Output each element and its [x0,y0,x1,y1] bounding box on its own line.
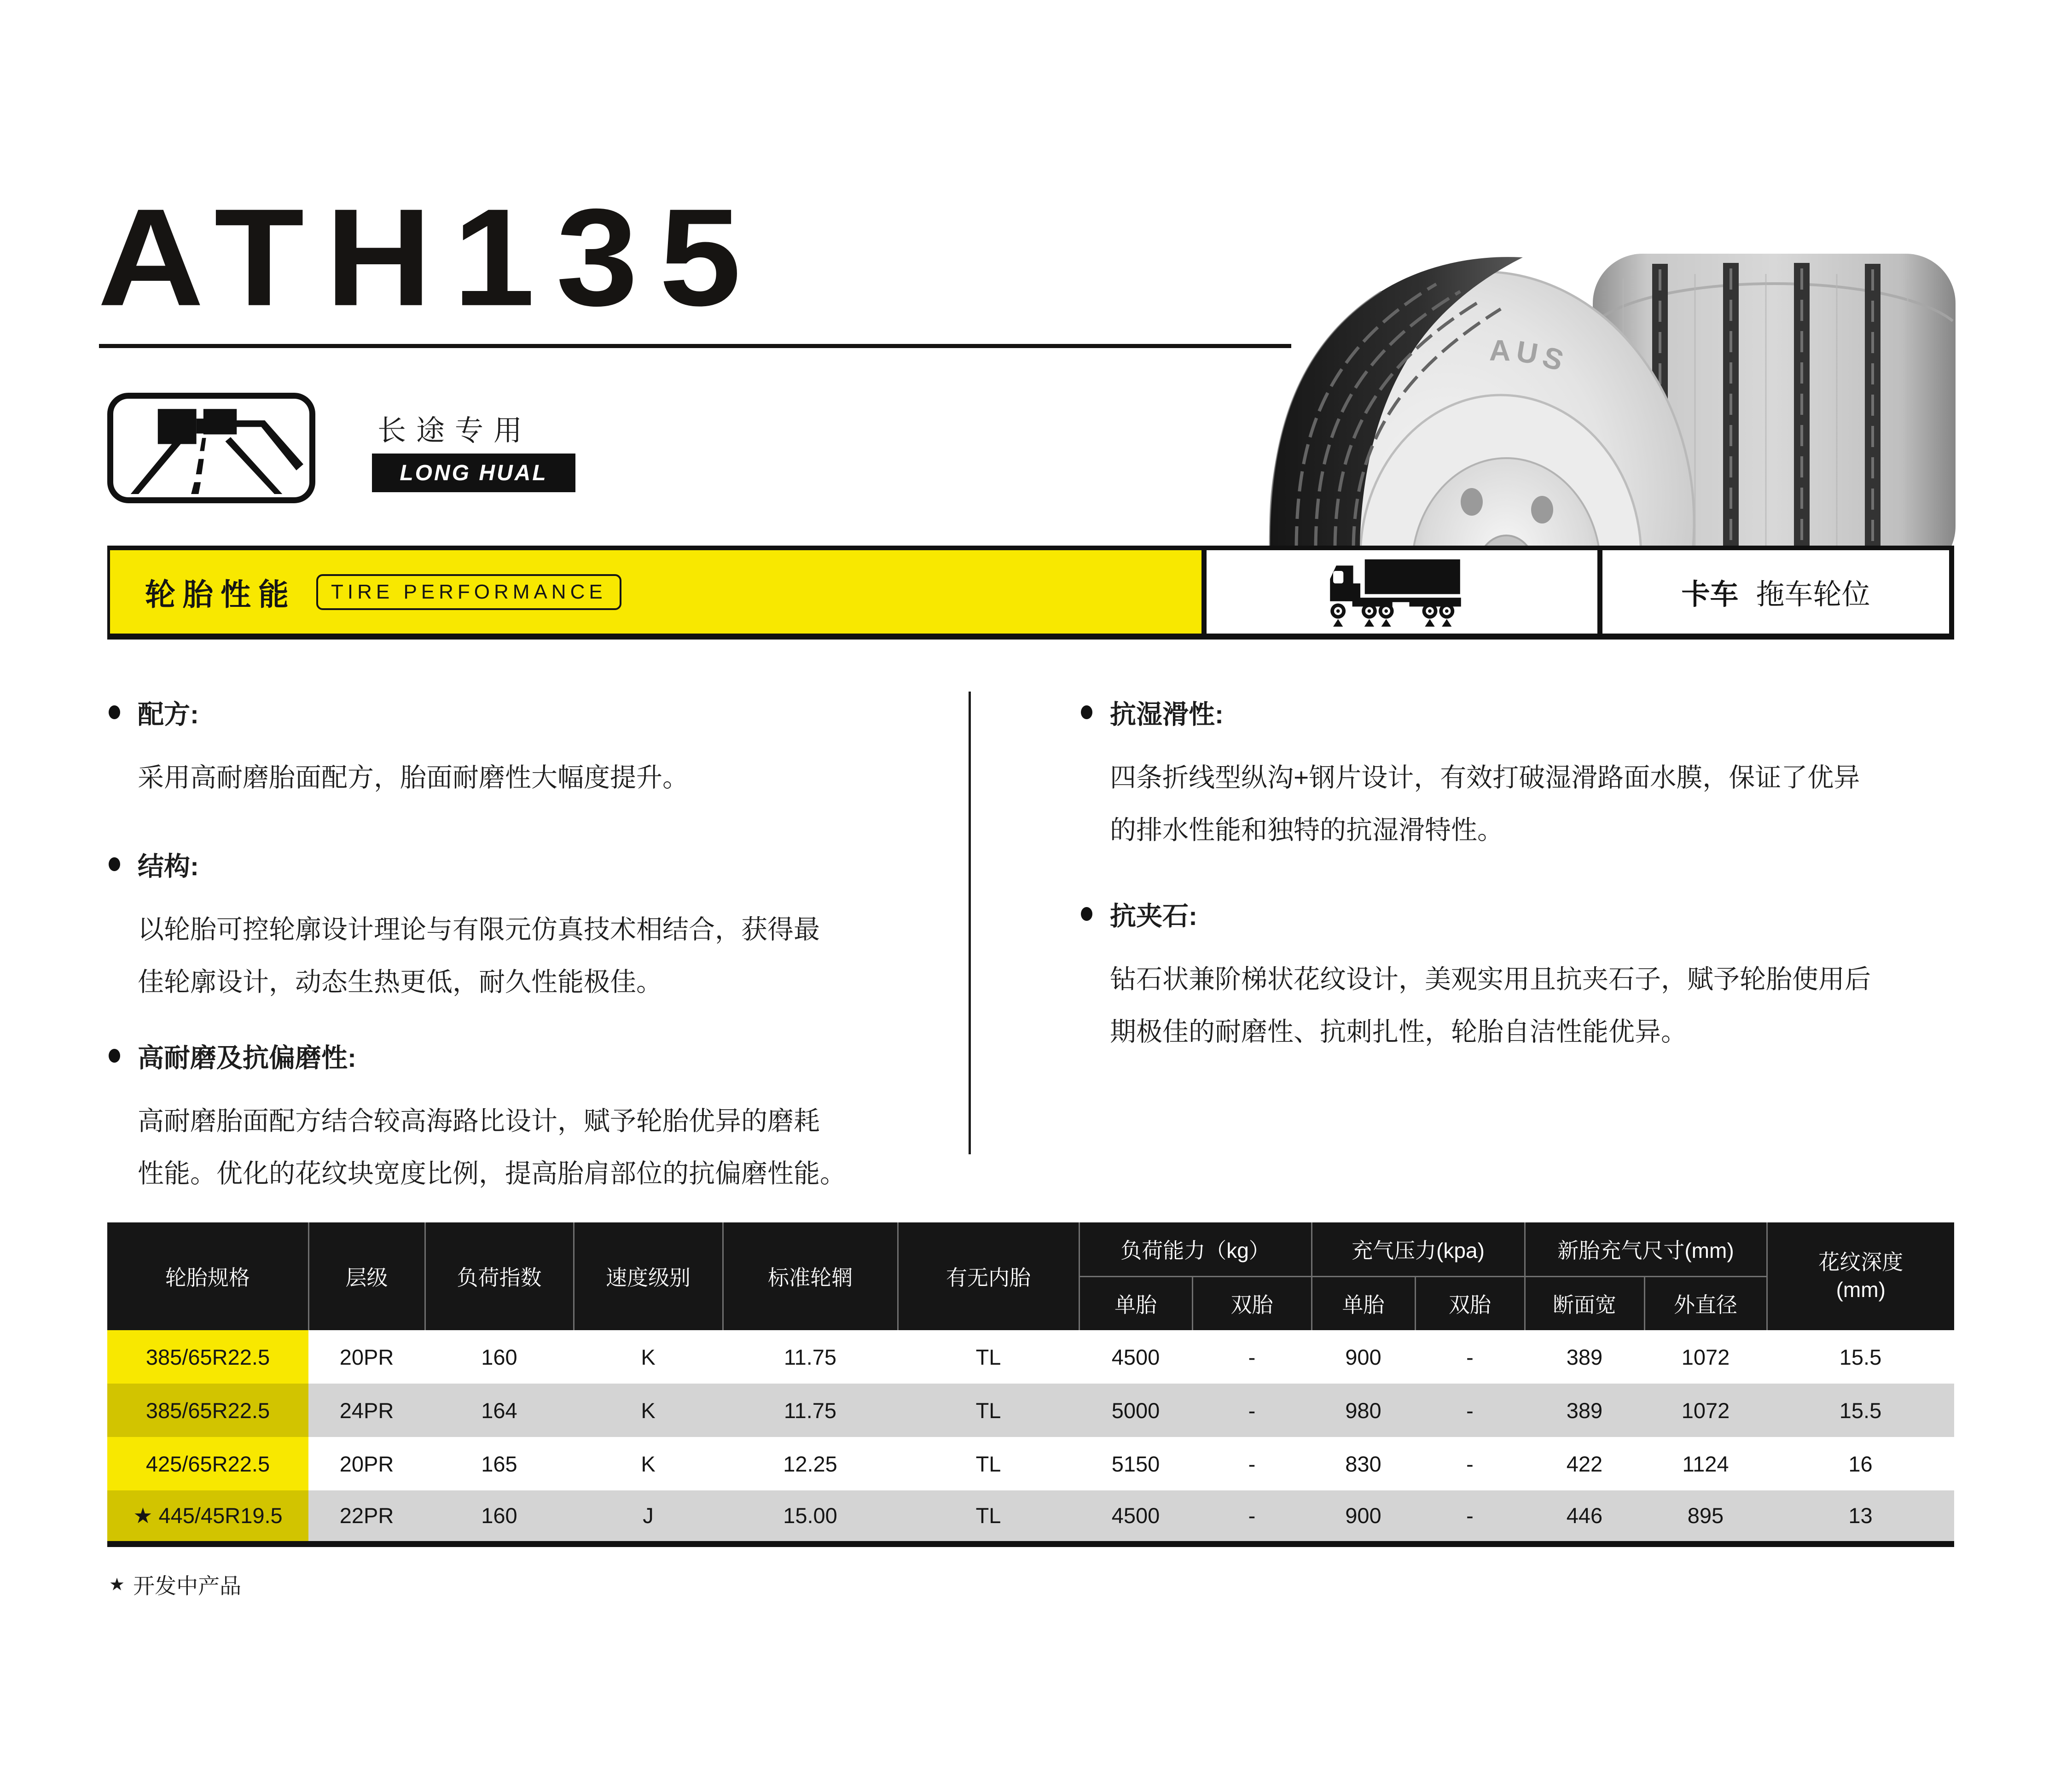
cell-tube: TL [898,1384,1079,1437]
cell-section-width: 389 [1525,1330,1644,1384]
truck-trailer-icon [1326,558,1478,627]
cell-pressure-dual: - [1415,1384,1525,1437]
cell-load-index: 160 [425,1330,574,1384]
cell-load-dual: - [1192,1384,1312,1437]
wheel-position-arrows [1333,619,1451,626]
subheader-dual: 双胎 [1192,1276,1312,1330]
cell-section-width: 389 [1525,1384,1644,1437]
cell-outer-diameter: 895 [1644,1490,1767,1544]
feature-title: 抗夹石: [1110,902,1197,931]
cell-size: 385/65R22.5 [107,1330,308,1384]
cell-tread-depth: 13 [1767,1490,1954,1544]
cell-speed: J [574,1490,723,1544]
feature-line: 以轮胎可控轮廓设计理论与有限元仿真技术相结合，获得最 [138,915,820,944]
cell-outer-diameter: 1072 [1644,1384,1767,1437]
header-new-tire-dimensions: 新胎充气尺寸(mm) [1525,1222,1767,1276]
cell-pressure-dual: - [1415,1330,1525,1384]
cell-pressure-dual: - [1415,1490,1525,1544]
bullet-icon [1081,705,1092,719]
feature-line: 性能。优化的花纹块宽度比例，提高胎肩部位的抗偏磨性能。 [138,1159,846,1188]
cell-tube: TL [898,1437,1079,1490]
product-title: ATH135 [98,180,762,335]
feature-column-divider [969,692,971,1154]
feature-structure [109,845,951,1008]
cell-load-single: 4500 [1079,1330,1192,1384]
usage-label-en: LONG HUAL [372,454,575,492]
cell-rim: 11.75 [723,1330,898,1384]
cell-section-width: 446 [1525,1490,1644,1544]
banner-truck-cell [1201,550,1597,634]
feature-line: 的排水性能和独特的抗湿滑特性。 [1110,815,1503,845]
cell-pressure-single: 980 [1312,1384,1415,1437]
cell-ply: 20PR [308,1330,425,1384]
table-row [107,1330,1954,1384]
feature-wear-resistance [109,1037,965,1200]
header-tread-depth-line1: 花纹深度 [1818,1250,1904,1274]
performance-banner [107,546,1954,640]
feature-title: 高耐磨及抗偏磨性: [138,1043,356,1073]
feature-title: 结构: [138,852,199,881]
header-load-capacity: 负荷能力（kg） [1079,1222,1312,1276]
bullet-icon [109,705,120,719]
vehicle-type-label: 卡车 [1681,579,1739,611]
banner-position-cell [1597,550,1954,634]
cell-size: 385/65R22.5 [107,1384,308,1437]
header-tread-depth [1767,1222,1954,1330]
development-footnote [109,1569,241,1600]
cell-rim: 15.00 [723,1490,898,1544]
section-title-cn: 轮胎性能 [145,577,296,611]
bullet-icon [109,1049,120,1063]
wheel-position-label: 拖车轮位 [1756,579,1870,611]
cell-load-dual: - [1192,1490,1312,1544]
spec-table [107,1222,1954,1547]
tire-sidewall-text: AUS [1489,333,1572,379]
cell-load-dual: - [1192,1437,1312,1490]
title-rule [99,344,1291,348]
cell-load-index: 160 [425,1490,574,1544]
star-icon: ★ [109,1575,125,1594]
cell-pressure-single: 900 [1312,1330,1415,1384]
cell-load-index: 164 [425,1384,574,1437]
table-row [107,1437,1954,1490]
feature-title: 配方: [138,700,199,729]
table-row [107,1490,1954,1544]
header-tread-depth-line2: (mm) [1836,1278,1886,1302]
feature-title: 抗湿滑性: [1110,700,1224,729]
cell-speed: K [574,1330,723,1384]
header-load-index: 负荷指数 [425,1222,574,1330]
cell-tube: TL [898,1330,1079,1384]
feature-compound [109,693,951,804]
cell-ply: 22PR [308,1490,425,1544]
tire-illustration [1243,251,1959,547]
subheader-single: 单胎 [1079,1276,1192,1330]
table-row [107,1384,1954,1437]
feature-line: 佳轮廓设计，动态生热更低，耐久性能极佳。 [138,967,662,997]
subheader-dual: 双胎 [1415,1276,1525,1330]
cell-outer-diameter: 1124 [1644,1437,1767,1490]
header-tube: 有无内胎 [898,1222,1079,1330]
cell-rim: 12.25 [723,1437,898,1490]
spec-table-container [107,1222,1954,1547]
cell-tread-depth: 15.5 [1767,1384,1954,1437]
cell-tread-depth: 16 [1767,1437,1954,1490]
feature-line: 高耐磨胎面配方结合较高海路比设计，赋予轮胎优异的磨耗 [138,1106,820,1136]
cell-load-single: 5150 [1079,1437,1192,1490]
cell-load-index: 165 [425,1437,574,1490]
cell-ply: 24PR [308,1384,425,1437]
cell-outer-diameter: 1072 [1644,1330,1767,1384]
header-inflation-pressure: 充气压力(kpa) [1312,1222,1525,1276]
bullet-icon [109,857,120,871]
header-ply: 层级 [308,1222,425,1330]
cell-size: 425/65R22.5 [107,1437,308,1490]
feature-line: 期极佳的耐磨性、抗刺扎性，轮胎自洁性能优异。 [1110,1017,1687,1047]
tire-photos [1243,251,1959,547]
banner-yellow-section [107,550,1201,634]
subheader-single: 单胎 [1312,1276,1415,1330]
section-title-en: TIRE PERFORMANCE [316,574,621,610]
footnote-text: 开发中产品 [133,1574,242,1598]
feature-line: 四条折线型纵沟+钢片设计，有效打破湿滑路面水膜，保证了优异 [1110,763,1860,792]
feature-wet-grip [1081,693,1956,856]
feature-line: 钻石状兼阶梯状花纹设计，美观实用且抗夹石子，赋予轮胎使用后 [1110,965,1871,994]
feature-stone-ejection [1081,895,1956,1058]
cell-load-single: 5000 [1079,1384,1192,1437]
header-size: 轮胎规格 [107,1222,308,1330]
usage-label-cn: 长途专用 [377,415,533,447]
highway-icon [119,402,303,494]
feature-line: 采用高耐磨胎面配方，胎面耐磨性大幅度提升。 [138,763,689,792]
header-rim: 标准轮辋 [723,1222,898,1330]
cell-ply: 20PR [308,1437,425,1490]
long-haul-highway-icon [107,393,315,503]
cell-size: ★ 445/45R19.5 [107,1490,308,1544]
cell-tube: TL [898,1490,1079,1544]
cell-rim: 11.75 [723,1384,898,1437]
subheader-outer-diameter: 外直径 [1644,1276,1767,1330]
cell-pressure-single: 900 [1312,1490,1415,1544]
cell-speed: K [574,1437,723,1490]
cell-pressure-dual: - [1415,1437,1525,1490]
header-speed: 速度级别 [574,1222,723,1330]
cell-load-single: 4500 [1079,1490,1192,1544]
cell-speed: K [574,1384,723,1437]
cell-load-dual: - [1192,1330,1312,1384]
bullet-icon [1081,907,1092,921]
cell-pressure-single: 830 [1312,1437,1415,1490]
cell-tread-depth: 15.5 [1767,1330,1954,1384]
cell-section-width: 422 [1525,1437,1644,1490]
subheader-section-width: 断面宽 [1525,1276,1644,1330]
